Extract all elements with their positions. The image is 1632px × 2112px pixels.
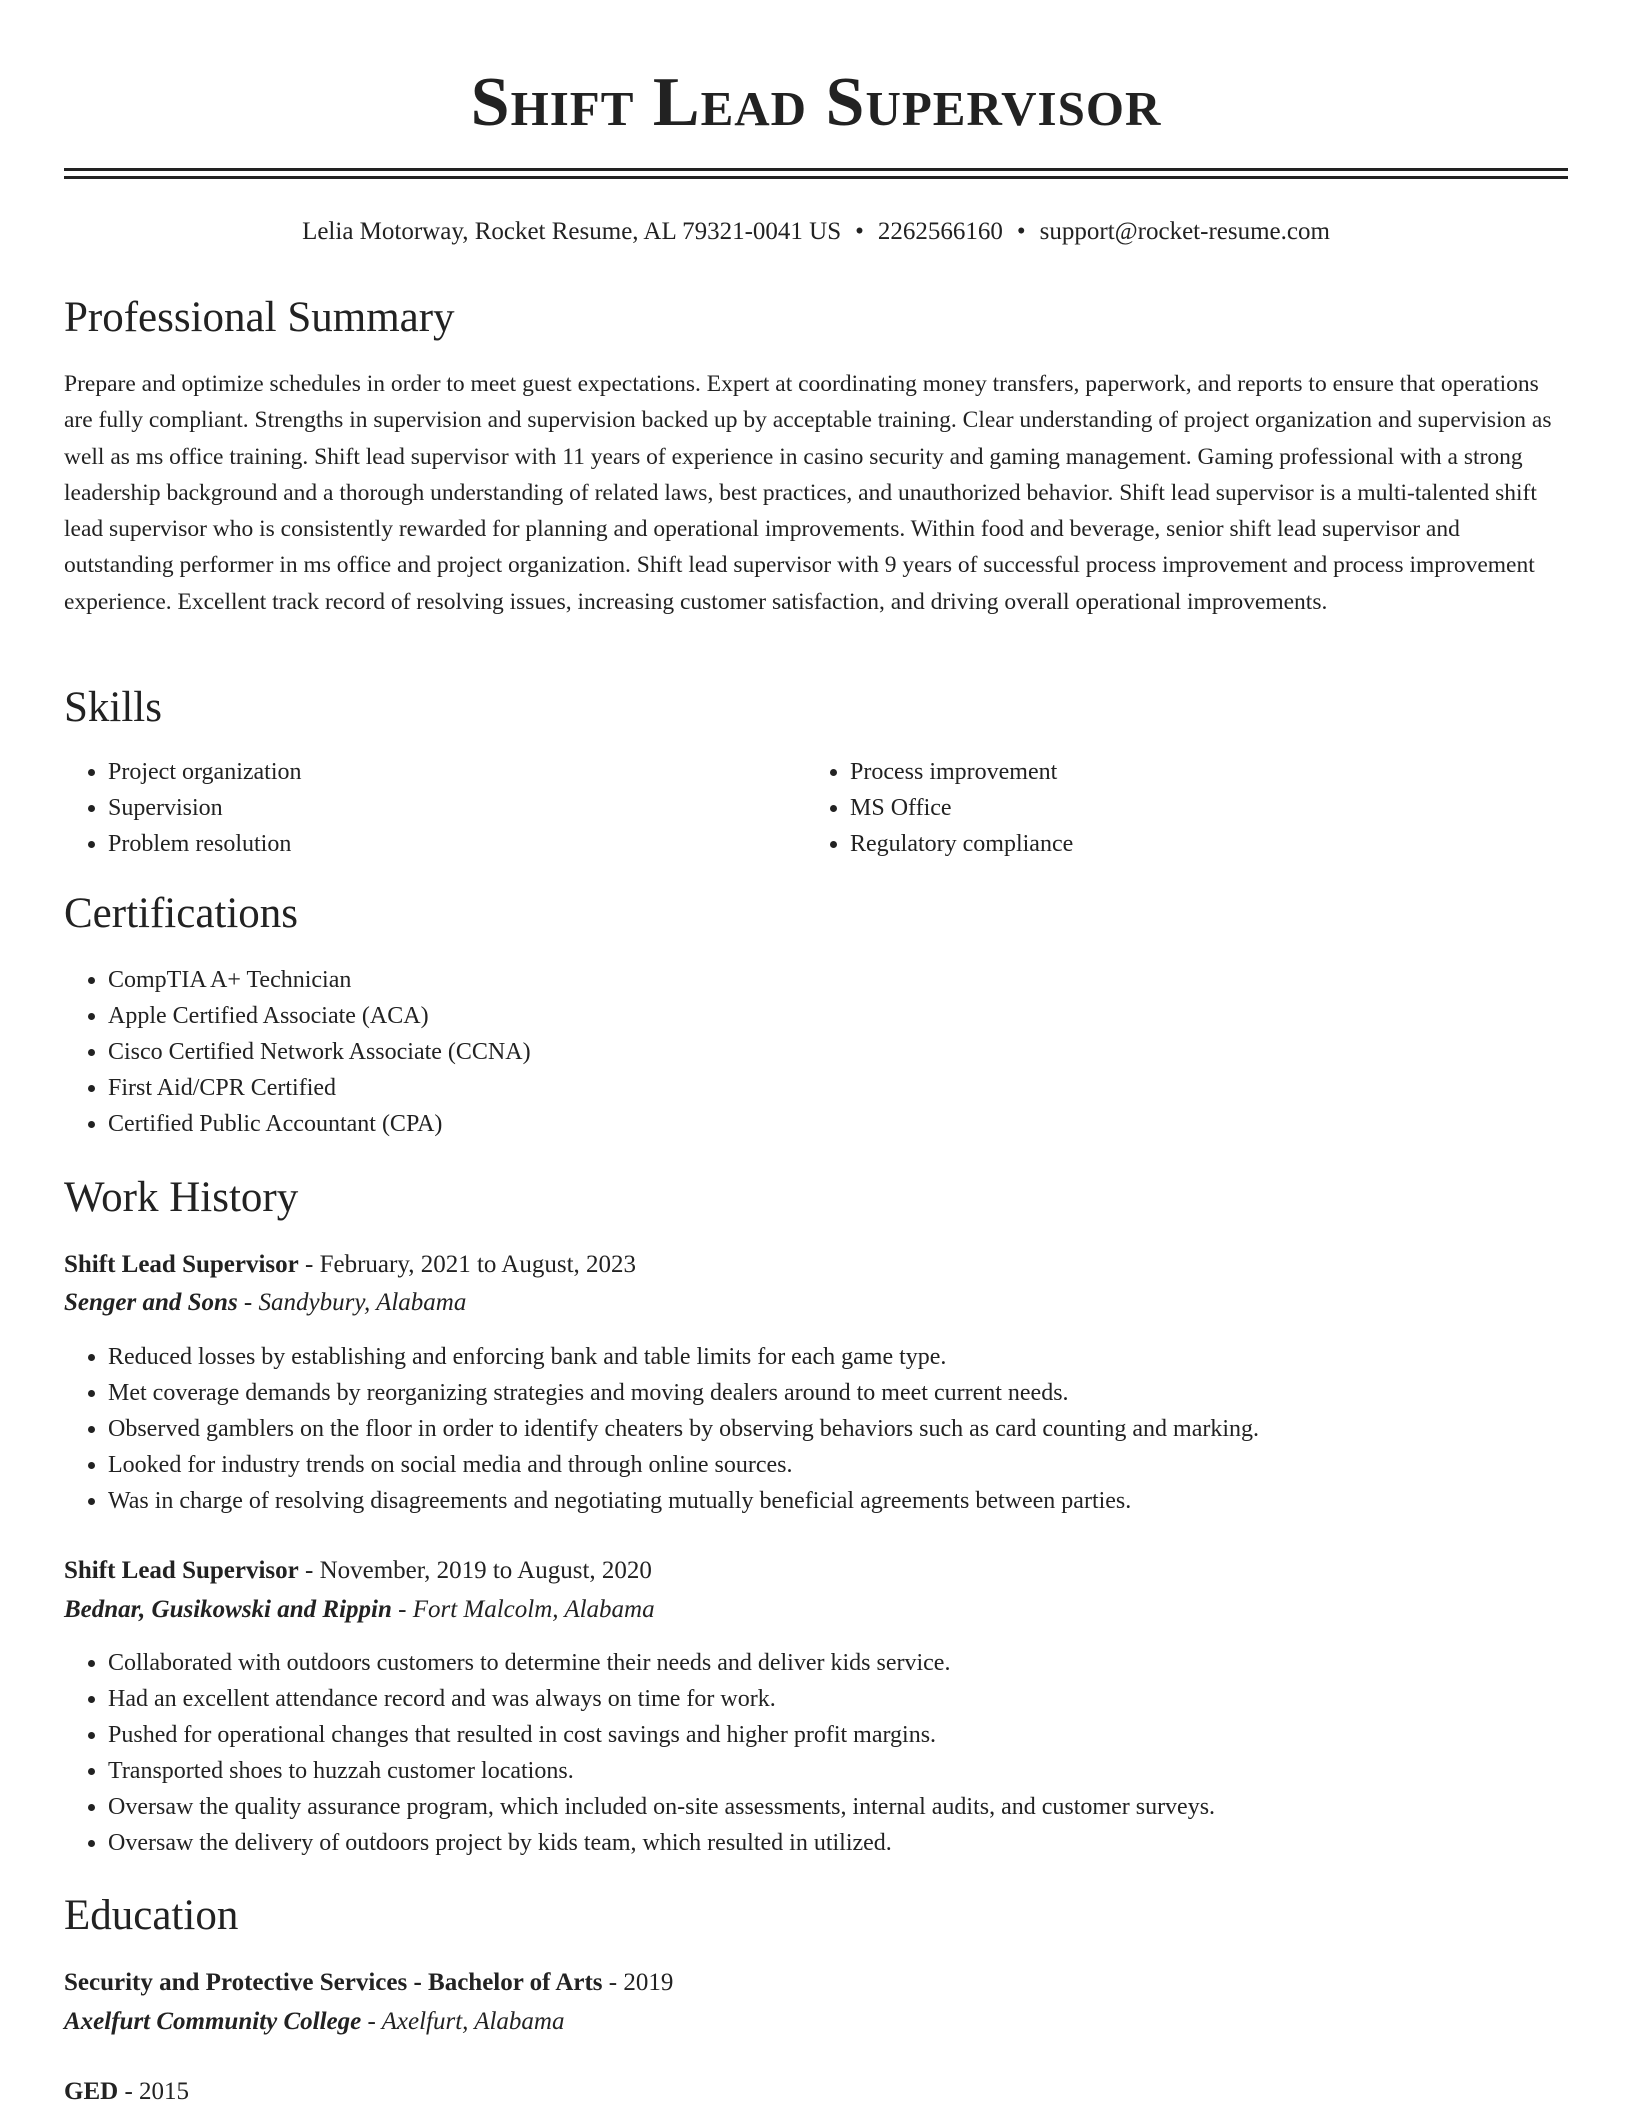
job-company: Senger and Sons	[64, 1289, 238, 1316]
job-role: Shift Lead Supervisor	[64, 1557, 299, 1584]
job-company: Bednar, Gusikowski and Rippin	[64, 1596, 392, 1623]
job-employer-line	[64, 1285, 466, 1321]
education-year: - 2015	[118, 2078, 190, 2105]
job-location: - Sandybury, Alabama	[237, 1289, 467, 1316]
job-duty-item: • Transported shoes to huzzah customer locations.	[108, 1753, 1568, 1789]
contact-line	[64, 214, 1568, 250]
job-duty-item: • Was in charge of resolving disagreements and negotiating mutually beneficial agreements between parties.	[108, 1483, 1568, 1519]
skill-item: • MS Office	[850, 790, 1546, 826]
skill-item: • Problem resolution	[108, 826, 804, 862]
work-history-title: Work History	[64, 1174, 299, 1221]
job-duty-item: • Met coverage demands by reorganizing strategies and moving dealers around to meet current needs.	[108, 1375, 1568, 1411]
contact-phone: 2262566160	[877, 218, 1003, 245]
education-year: - 2019	[602, 1969, 674, 1996]
contact-address: Lelia Motorway, Rocket Resume, AL 79321-0041 US	[302, 218, 842, 245]
education-degree-line	[64, 2074, 189, 2110]
skill-item: • Process improvement	[850, 754, 1546, 790]
certification-item: • Apple Certified Associate (ACA)	[108, 998, 531, 1034]
job-duty-item: • Pushed for operational changes that resulted in cost savings and higher profit margins.	[108, 1717, 1568, 1753]
certifications-title: Certifications	[64, 890, 299, 937]
contact-separator: •	[1016, 218, 1026, 245]
resume-page	[64, 0, 1568, 2105]
certification-item: • First Aid/CPR Certified	[108, 1070, 531, 1106]
job-title-line	[64, 1553, 652, 1589]
job-duty-item: • Observed gamblers on the floor in order to identify cheaters by observing behaviors such as card counting and marking.	[108, 1411, 1568, 1447]
education-location: - Axelfurt, Alabama	[361, 2008, 565, 2035]
education-title: Education	[64, 1892, 239, 1939]
header-divider-bottom	[64, 176, 1568, 179]
skill-item: • Supervision	[108, 790, 804, 826]
education-school-line	[64, 2004, 564, 2040]
job-title-line	[64, 1247, 636, 1283]
certification-item: • Cisco Certified Network Associate (CCNA)	[108, 1034, 531, 1070]
job-dates: - February, 2021 to August, 2023	[298, 1251, 637, 1278]
skill-item: • Project organization	[108, 754, 804, 790]
job-duty-item: • Looked for industry trends on social media and through online sources.	[108, 1447, 1568, 1483]
skills-column-left	[64, 754, 804, 862]
job-duty-item: • Oversaw the quality assurance program, which included on-site assessments, internal audits, and customer surveys.	[108, 1789, 1568, 1825]
certification-item: • Certified Public Accountant (CPA)	[108, 1106, 531, 1142]
resume-name-heading: Shift Lead Supervisor	[470, 64, 1162, 141]
job-duty-item: • Collaborated with outdoors customers to determine their needs and deliver kids service.	[108, 1645, 1568, 1681]
job-location: - Fort Malcolm, Alabama	[391, 1596, 655, 1623]
job-employer-line	[64, 1592, 655, 1628]
contact-email: support@rocket-resume.com	[1039, 218, 1330, 245]
skills-column-right	[806, 754, 1546, 862]
education-degree: Security and Protective Services - Bachelor of Arts	[64, 1969, 603, 1996]
job-dates: - November, 2019 to August, 2020	[298, 1557, 652, 1584]
skill-item: • Regulatory compliance	[850, 826, 1546, 862]
education-degree: GED	[64, 2078, 119, 2105]
summary-title: Professional Summary	[64, 294, 455, 341]
job-duties	[64, 1339, 1568, 1519]
job-duties	[64, 1645, 1568, 1861]
job-duty-item: • Oversaw the delivery of outdoors project by kids team, which resulted in utilized.	[108, 1825, 1568, 1861]
job-duty-item: • Reduced losses by establishing and enforcing bank and table limits for each game type.	[108, 1339, 1568, 1375]
education-school: Axelfurt Community College	[64, 2008, 362, 2035]
job-duty-item: • Had an excellent attendance record and was always on time for work.	[108, 1681, 1568, 1717]
skills-title: Skills	[64, 684, 162, 731]
header-divider-top	[64, 168, 1568, 171]
certification-item: • CompTIA A+ Technician	[108, 962, 531, 998]
summary-text: Prepare and optimize schedules in order to meet guest expectations. Expert at coordinating money transfers, paperwork, and reports to ensure that operations are fully compliant. Strengths in supervision and supervision backed up by acceptable training. Clear understanding of project organization and supervision as well as ms office training. Shift lead supervisor with 11 years of experience in casino security and gaming management. Gaming professional with a strong leadership background and a thorough understanding of related laws, best practices, and unauthorized behavior. Shift lead supervisor is a multi-talented shift lead supervisor who is consistently rewarded for planning and operational improvements. Within food and beverage, senior shift lead supervisor and outstanding performer in ms office and project organization. Shift lead supervisor with 9 years of successful process improvement and process improvement experience. Excellent track record of resolving issues, increasing customer satisfaction, and driving overall operational improvements.	[64, 371, 1552, 615]
education-degree-line	[64, 1965, 673, 2001]
contact-separator: •	[855, 218, 864, 245]
job-role: Shift Lead Supervisor	[64, 1251, 299, 1278]
certifications-list	[64, 962, 531, 1142]
